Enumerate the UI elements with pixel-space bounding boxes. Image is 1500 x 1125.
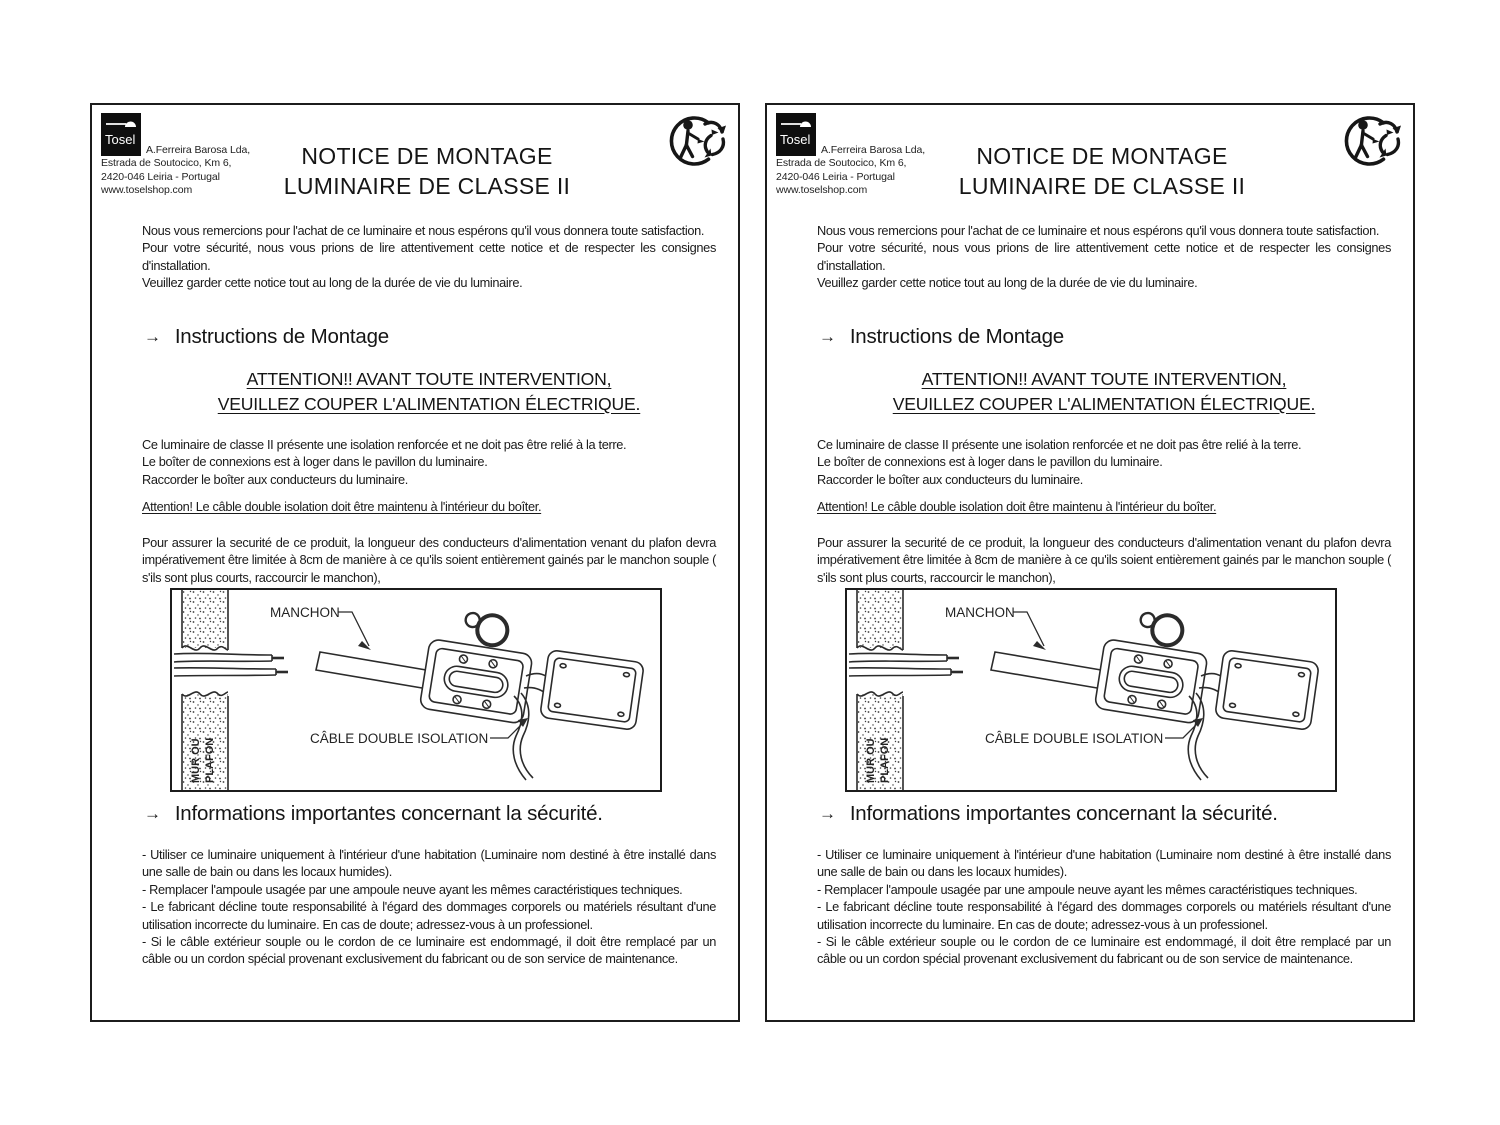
section-heading-montage [144,325,724,349]
attention-note [817,498,1391,515]
security-list [142,846,716,968]
security-item: - Remplacer l'ampoule usagée par une ampoule neuve ayant les mêmes caractéristiques techniques. [142,881,683,897]
montage-p1-line3: Raccorder le boîter aux conducteurs du luminaire. [817,471,1083,487]
company-city: 2420-046 Leiria - Portugal [776,170,895,183]
attention-note-text: Attention! Le câble double isolation doit être maintenu à l'intérieur du boîter. [142,499,542,514]
intro-line-2: Pour votre sécurité, nous vous prions de lire attentivement cette notice et de respecter les consignes d'installation. [817,240,1391,273]
security-item: - Le fabricant décline toute responsabilité à l'égard des dommages corporels ou matériels résultant d'une utilisation incorrecte du luminaire. En cas de doute; adressez-vous à un professionel. [817,899,1391,932]
company-name: A.Ferreira Barosa Lda, [821,144,926,156]
security-item: - Le fabricant décline toute responsabilité à l'égard des dommages corporels ou matériels résultant d'une utilisation incorrecte du luminaire. En cas de doute; adressez-vous à un professionel. [142,899,716,932]
montage-p1-line1: Ce luminaire de classe II présente une isolation renforcée et ne doit pas être relié à la terre. [142,437,627,452]
arrow-bullet-icon: → [144,327,161,346]
montage-paragraph-1 [817,436,1391,488]
security-item: - Remplacer l'ampoule usagée par une ampoule neuve ayant les mêmes caractéristiques techniques. [817,881,1358,897]
warning-line-1: ATTENTION!! AVANT TOUTE INTERVENTION, [246,369,612,389]
page-title [217,141,637,201]
security-item: - Utiliser ce luminaire uniquement à l'intérieur d'une habitation (Luminaire nom destiné à être installé dans une salle de bain ou dans les locaux humides). [142,847,716,880]
intro-paragraph [142,222,716,292]
notice-page-right [765,103,1415,1022]
company-name: A.Ferreira Barosa Lda, [146,144,251,156]
company-website: www.toselshop.com [101,184,193,197]
diagram-label-wall-1: MUR OU [190,738,202,783]
page-title-line1: NOTICE DE MONTAGE [301,143,553,169]
security-item: - Si le câble extérieur souple ou le cordon de ce luminaire est endommagé, il doit être remplacé par un câble ou un cordon spécial provenant exclusivement du fabricant ou de son service de maintenance. [142,934,716,967]
arrow-bullet-icon: → [819,804,836,823]
intro-line-2: Pour votre sécurité, nous vous prions de lire attentivement cette notice et de respecter les consignes d'installation. [142,240,716,273]
installation-diagram [845,588,1337,792]
warning-line-2: VEUILLEZ COUPER L'ALIMENTATION ÉLECTRIQUE. [892,393,1316,414]
svg-text:Tosel: Tosel [780,132,811,147]
company-street: Estrada de Soutocico, Km 6, [776,157,907,170]
montage-p1-line1: Ce luminaire de classe II présente une isolation renforcée et ne doit pas être relié à la terre. [817,437,1302,452]
montage-p1-line2: Le boîter de connexions est à loger dans le pavillon du luminaire. [142,454,488,470]
intro-line-3: Veuillez garder cette notice tout au long de la durée de vie du luminaire. [817,275,1198,291]
security-item: - Utiliser ce luminaire uniquement à l'intérieur d'une habitation (Luminaire nom destiné à être installé dans une salle de bain ou dans les locaux humides). [817,847,1391,880]
diagram-label-cable: CÂBLE DOUBLE ISOLATION [985,731,1164,746]
section-heading-securite-label: Informations importantes concernant la sécurité. [849,802,1278,825]
section-heading-securite [144,802,724,826]
triman-recycling-icon [1342,112,1404,170]
company-street: Estrada de Soutocico, Km 6, [101,157,232,170]
montage-p1-line3: Raccorder le boîter aux conducteurs du luminaire. [142,471,408,487]
diagram-label-wall-2: PLAFON [879,737,891,783]
section-heading-montage [819,325,1399,349]
arrow-bullet-icon: → [819,327,836,346]
installation-diagram [170,588,662,792]
intro-line-3: Veuillez garder cette notice tout au long de la durée de vie du luminaire. [142,275,523,291]
montage-paragraph-1 [142,436,716,488]
warning-banner [142,367,716,416]
company-city: 2420-046 Leiria - Portugal [101,170,220,183]
company-website: www.toselshop.com [776,184,868,197]
section-heading-securite [819,802,1399,826]
montage-paragraph-2: Pour assurer la securité de ce produit, la longueur des conducteurs d'alimentation venant du plafon devra impérativement être limitée à 8cm de manière à ce qu'ils soient entièrement gainés par le manchon souple ( s'ils sont plus courts, raccourcir le manchon), [142,535,716,585]
arrow-bullet-icon: → [144,804,161,823]
page-title-line1: NOTICE DE MONTAGE [976,143,1228,169]
svg-text:Tosel: Tosel [105,132,136,147]
warning-banner [817,367,1391,416]
page-title-line2: LUMINAIRE DE CLASSE II [283,173,571,199]
montage-paragraph-2: Pour assurer la securité de ce produit, la longueur des conducteurs d'alimentation venant du plafon devra impérativement être limitée à 8cm de manière à ce qu'ils soient entièrement gainés par le manchon souple ( s'ils sont plus courts, raccourcir le manchon), [817,535,1391,585]
attention-note-text: Attention! Le câble double isolation doit être maintenu à l'intérieur du boîter. [817,499,1217,514]
intro-line-1: Nous vous remercions pour l'achat de ce luminaire et nous espérons qu'il vous donnera toute satisfaction. [817,223,1380,238]
warning-line-2: VEUILLEZ COUPER L'ALIMENTATION ÉLECTRIQUE. [217,393,641,414]
intro-paragraph [817,222,1391,292]
attention-note [142,498,716,515]
diagram-label-manchon: MANCHON [945,605,1015,620]
diagram-label-cable: CÂBLE DOUBLE ISOLATION [310,731,489,746]
warning-line-1: ATTENTION!! AVANT TOUTE INTERVENTION, [921,369,1287,389]
notice-page-left [90,103,740,1022]
montage-p1-line2: Le boîter de connexions est à loger dans le pavillon du luminaire. [817,454,1163,470]
page-title [892,141,1312,201]
section-heading-montage-label: Instructions de Montage [849,325,1065,348]
intro-line-1: Nous vous remercions pour l'achat de ce luminaire et nous espérons qu'il vous donnera toute satisfaction. [142,223,705,238]
diagram-label-wall-1: MUR OU [865,738,877,783]
security-list [817,846,1391,968]
section-heading-montage-label: Instructions de Montage [174,325,390,348]
diagram-label-manchon: MANCHON [270,605,340,620]
diagram-label-wall-2: PLAFON [204,737,216,783]
security-item: - Si le câble extérieur souple ou le cordon de ce luminaire est endommagé, il doit être remplacé par un câble ou un cordon spécial provenant exclusivement du fabricant ou de son service de maintenance. [817,934,1391,967]
page-title-line2: LUMINAIRE DE CLASSE II [958,173,1246,199]
triman-recycling-icon [667,112,729,170]
section-heading-securite-label: Informations importantes concernant la sécurité. [174,802,603,825]
